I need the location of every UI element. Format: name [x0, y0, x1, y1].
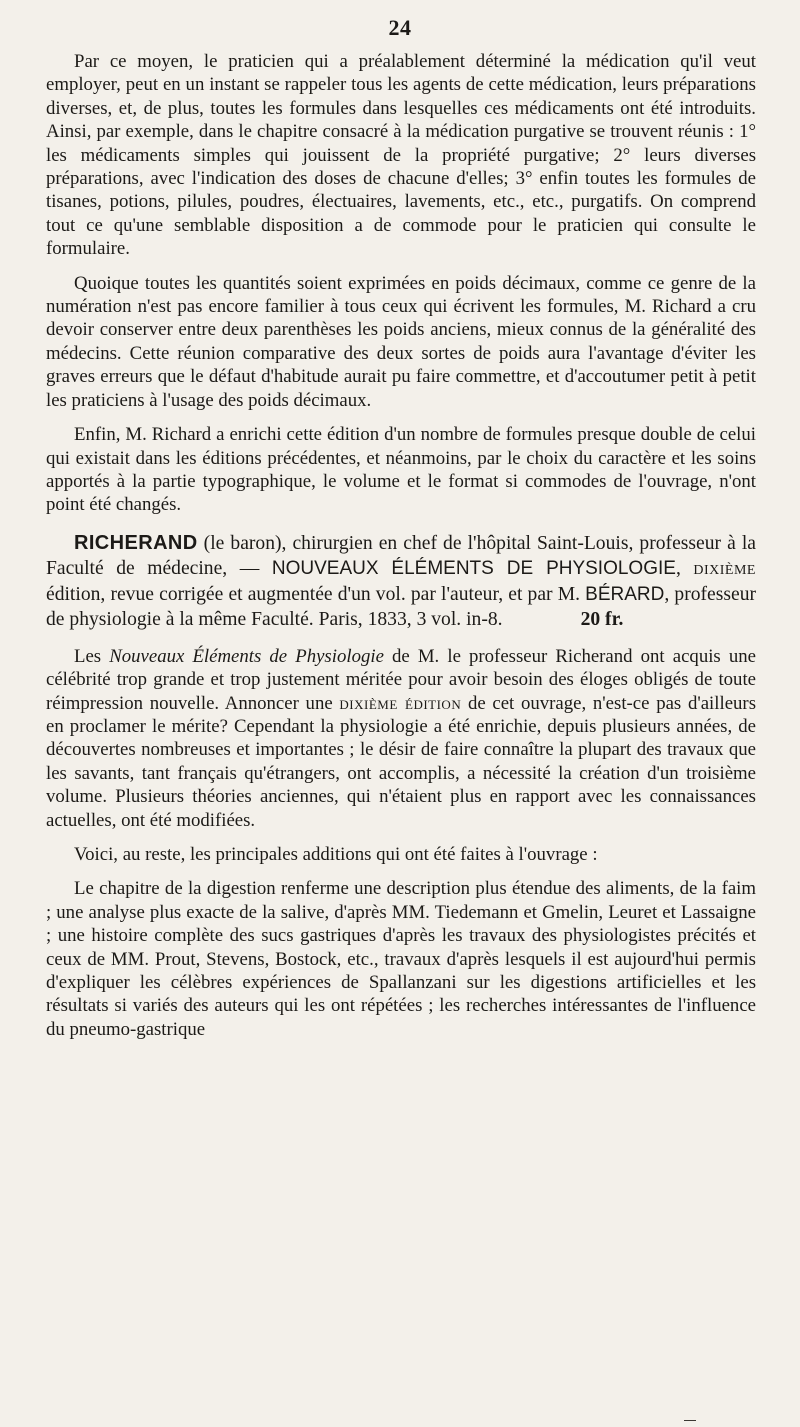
review-paragraph-additions: Voici, au reste, les principales additions qui ont été faites à l'ouvrage : — [74, 843, 598, 865]
page-number: 24 — [388, 15, 412, 40]
paragraph-new-edition: Enfin, M. Richard a enrichi cette édition d'un nombre de formules presque double de celui qui existait dans les éditions précédentes, et néanmoins, par le choix du caractère et les soins apportés à la partie typographique, le volume et le format si commodes de l'ouvrage, n'ont point été changés. — [46, 424, 756, 516]
entry-publication: , professeur de physiologie à la même Faculté. Paris, 1833, 3 vol. in-8. — [46, 583, 757, 631]
review-intro-start: Les — [74, 645, 110, 667]
entry-separator: , — [675, 558, 694, 580]
entry-book-title: NOUVEAUX ÉLÉMENTS DE PHYSIOLOGIE — [271, 558, 676, 580]
review-paragraph-intro — [46, 645, 756, 832]
catalog-entry-richerand — [46, 531, 756, 633]
entry-coauthor: BÉRARD — [585, 583, 665, 605]
review-book-title: Nouveaux Éléments de Physiologie — [109, 645, 384, 667]
page-body — [46, 50, 756, 1041]
review-paragraph-digestion: Le chapitre de la digestion renferme une description plus étendue des aliments, de la faim ; une analyse plus exacte de la salive, d'après MM. Tiedemann et Gmelin, Leuret et Lassaigne ; une histoire complète des sucs gastriques d'après les travaux des physiologistes précités et ceux de MM. Prout, Stevens, Bostock, etc., travaux d'après lesquels il est aujourd'hui permis d'expliquer les célèbres expériences de Spallanzani sur les digestions artificielles et les résultats si variés des auteurs qui les ont répétées ; les recherches intéressantes de l'influence du pneumo-gastrique — [46, 878, 756, 1040]
review-intro-middle: de M. le professeur Richerand ont acquis une célébrité trop grande et trop justement méritée pour avoir besoin des éloges obligés de toute réimpression nouvelle. Annoncer une — [46, 645, 756, 714]
entry-edition: dixième — [693, 558, 756, 580]
entry-price: 20 fr. — [580, 609, 624, 631]
entry-author-details: (le baron), chirurgien en chef de l'hôpital Saint-Louis, professeur à la Faculté de médecine, — — [46, 532, 756, 580]
paragraph-decimal-weights: Quoique toutes les quantités soient exprimées en poids décimaux, comme ce genre de la numération n'est pas encore familier à tous ceux qui écrivent les formules, M. Richard a cru devoir conserver entre deux parenthèses les poids anciens, mieux connus de la généralité des médecins. Cette réunion comparative des deux sortes de poids aura l'avantage d'éviter les graves erreurs que le défaut d'habitude aurait pu faire commettre, et d'accoutumer petit à petit les praticiens à l'usage des poids décimaux. — [46, 272, 756, 411]
entry-author: RICHERAND — [74, 531, 198, 554]
footer-dash — [684, 1420, 696, 1421]
review-intro-end: de cet ouvrage, n'est-ce pas d'ailleurs en proclamer le mérite? Cependant la physiologie a été enrichie, depuis plusieurs années, de découvertes nombreuses et importantes ; le désir de faire connaître la plupart des travaux que les savants, tant français qu'étrangers, ont accomplis, a nécessité la création d'un troisième volume. Plusieurs théories anciennes, qui n'étaient plus en rapport avec les connaissances actuelles, ont été modifiées. — [46, 692, 756, 831]
paragraph-medication-method: Par ce moyen, le praticien qui a préalablement déterminé la médication qu'il veut employer, peut en un instant se rappeler tous les agents de cette médication, leurs préparations diverses, et, de plus, toutes les formules dans lesquelles ces médicaments ont été introduits. Ainsi, par exemple, dans le chapitre consacré à la médication purgative se trouvent réunis : 1° les médicaments simples qui jouissent de la propriété purgative; 2° leurs diverses préparations, avec l'indication des doses de chacune d'elles; 3° enfin toutes les formules de tisanes, potions, pilules, poudres, électuaires, lavements, etc., etc., purgatifs. On comprend tout ce qu'une semblable disposition a de commode pour le praticien qui consulte le formulaire. — [46, 51, 756, 260]
review-edition: dixième édition — [339, 692, 462, 714]
entry-edition-details: édition, revue corrigée et augmentée d'un vol. par l'auteur, et par M. — [46, 583, 586, 605]
